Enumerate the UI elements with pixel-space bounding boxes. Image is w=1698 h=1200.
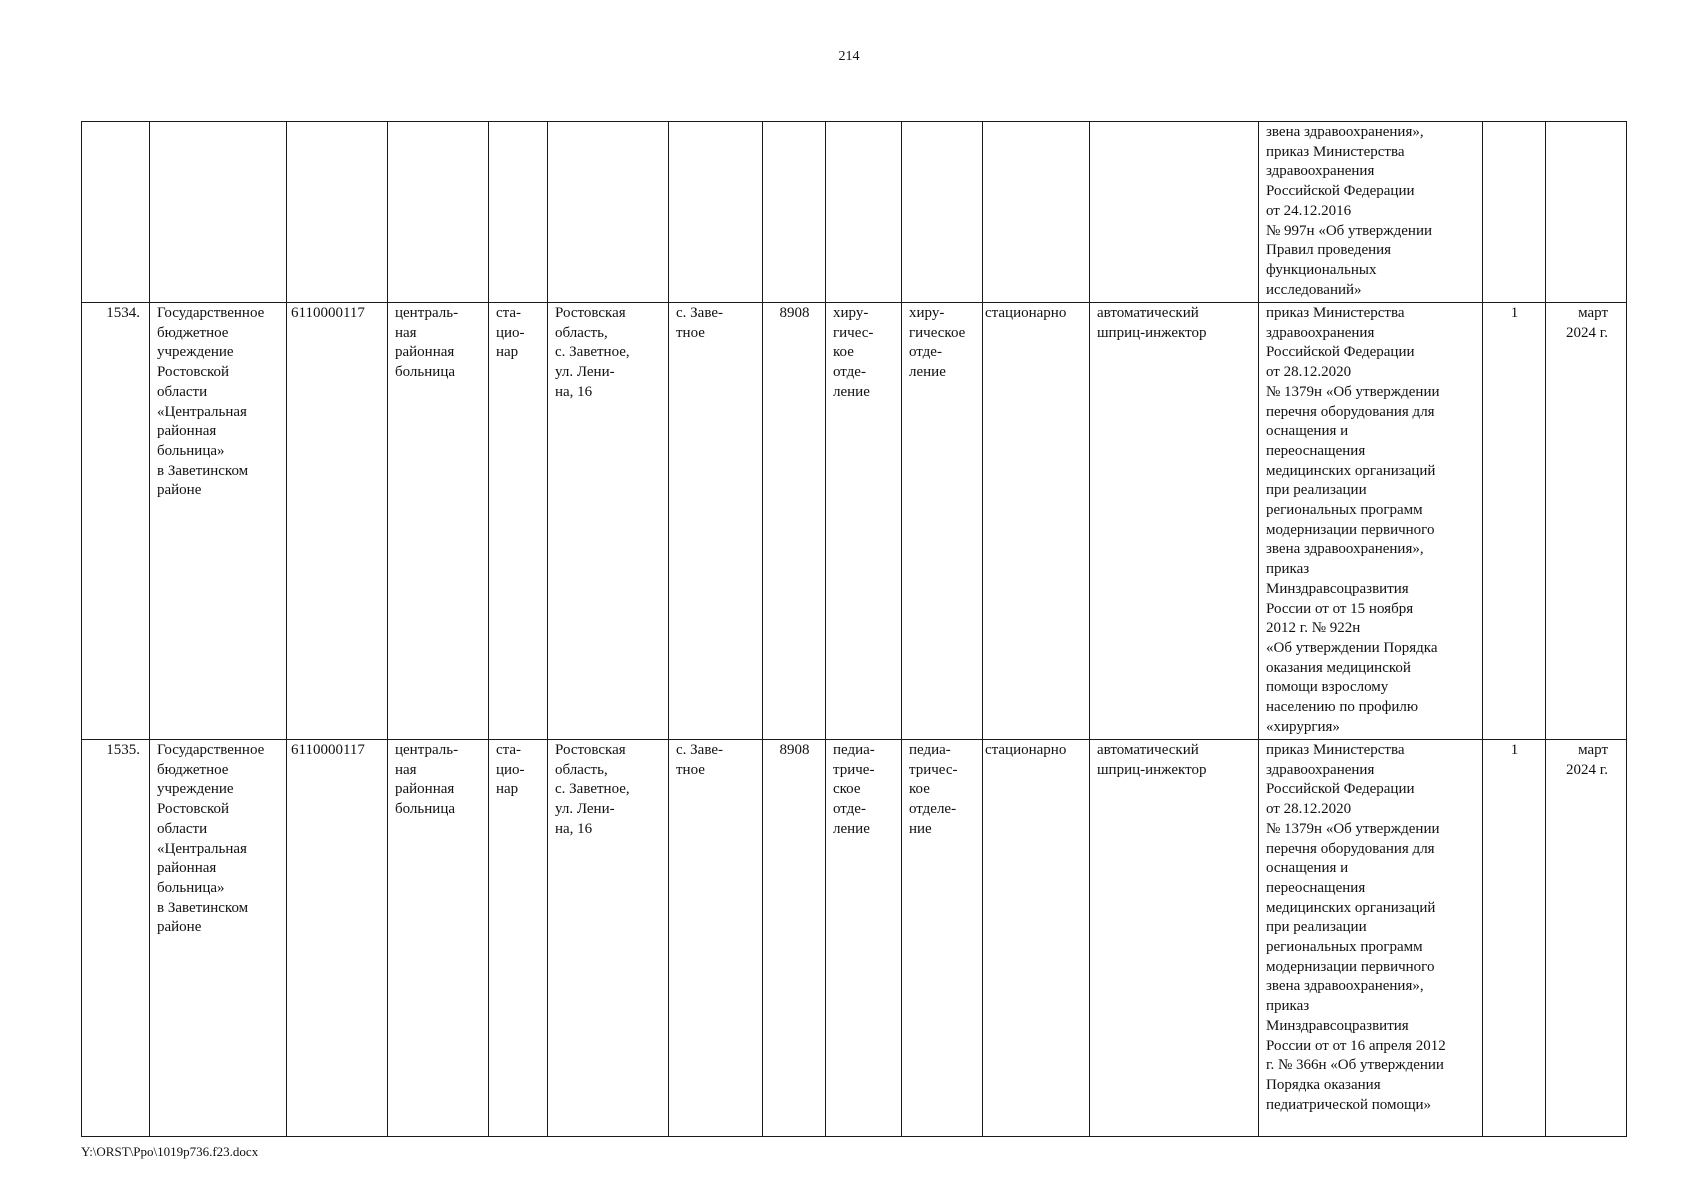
legal-basis-cell: приказ Министерства здравоохранения Российской Федерации от 28.12.2020 № 1379н «Об утверждении перечня оборудования для оснащения и переоснащения медицинских организаций при реализации региональных программ модернизации первичного звена здравоохранения», приказ Минздравсоцразвития России от от 16 апреля 2012 г. № 366н «Об утверждении Порядка оказания педиатрической помощи» — [1259, 740, 1483, 1137]
date-cell: март 2024 г. — [1546, 303, 1627, 740]
code-cell: 8908 — [763, 740, 826, 1137]
usage-mode-cell — [983, 122, 1090, 303]
usage-mode-cell: стационарно — [983, 740, 1090, 1137]
date-cell: март 2024 г. — [1546, 740, 1627, 1137]
placement-department-cell: педиа- тричес- кое отделе- ние — [902, 740, 983, 1137]
address-cell: Ростовская область, с. Заветное, ул. Лени- на, 16 — [548, 740, 669, 1137]
legal-basis-cell: приказ Министерства здравоохранения Российской Федерации от 28.12.2020 № 1379н «Об утверждении перечня оборудования для оснащения и переоснащения медицинских организаций при реализации региональных программ модернизации первичного звена здравоохранения», приказ Минздравсоцразвития России от от 15 ноября 2012 г. № 922н «Об утверждении Порядка оказания медицинской помощи взрослому населению по профилю «хирургия» — [1259, 303, 1483, 740]
locality-cell: с. Заве- тное — [669, 740, 763, 1137]
placement-department-cell — [902, 122, 983, 303]
table-row — [82, 122, 1627, 303]
table-row — [82, 740, 1627, 1137]
page-number: 214 — [838, 49, 860, 64]
legal-basis-cell: звена здравоохранения», приказ Министерства здравоохранения Российской Федерации от 24.12.2016 № 997н «Об утверждении Правил проведения функциональных исследований» — [1259, 122, 1483, 303]
quantity-cell: 1 — [1483, 303, 1546, 740]
quantity-cell: 1 — [1483, 740, 1546, 1137]
inn-cell — [287, 122, 388, 303]
equipment-cell: автоматический шприц-инжектор — [1090, 303, 1259, 740]
table-row — [82, 303, 1627, 740]
organization-cell: Государственное бюджетное учреждение Ростовской области «Центральная районная больница» в Заветинском районе — [150, 303, 287, 740]
quantity-cell — [1483, 122, 1546, 303]
row-number-cell: 1535. — [82, 740, 150, 1137]
care-condition-cell — [489, 122, 548, 303]
placement-department-cell: хиру- гическое отде- ление — [902, 303, 983, 740]
organization-cell — [150, 122, 287, 303]
organization-cell: Государственное бюджетное учреждение Ростовской области «Центральная районная больница» в Заветинском районе — [150, 740, 287, 1137]
care-condition-cell: ста- цио- нар — [489, 740, 548, 1137]
footer-file-path: Y:\ORST\Ppo\1019p736.f23.docx — [81, 1144, 259, 1159]
locality-cell: с. Заве- тное — [669, 303, 763, 740]
care-condition-cell: ста- цио- нар — [489, 303, 548, 740]
code-cell: 8908 — [763, 303, 826, 740]
facility-type-cell — [388, 122, 489, 303]
locality-cell — [669, 122, 763, 303]
date-cell — [1546, 122, 1627, 303]
usage-mode-cell: стационарно — [983, 303, 1090, 740]
address-cell — [548, 122, 669, 303]
equipment-cell: автоматический шприц-инжектор — [1090, 740, 1259, 1137]
inn-cell: 6110000117 — [287, 303, 388, 740]
inn-cell: 6110000117 — [287, 740, 388, 1137]
equipment-cell — [1090, 122, 1259, 303]
department-cell: хиру- гичес- кое отде- ление — [826, 303, 902, 740]
code-cell — [763, 122, 826, 303]
department-cell — [826, 122, 902, 303]
facility-type-cell: централь- ная районная больница — [388, 740, 489, 1137]
row-number-cell — [82, 122, 150, 303]
department-cell: педиа- триче- ское отде- ление — [826, 740, 902, 1137]
facility-type-cell: централь- ная районная больница — [388, 303, 489, 740]
address-cell: Ростовская область, с. Заветное, ул. Лени- на, 16 — [548, 303, 669, 740]
equipment-table — [81, 121, 1627, 1137]
row-number-cell: 1534. — [82, 303, 150, 740]
